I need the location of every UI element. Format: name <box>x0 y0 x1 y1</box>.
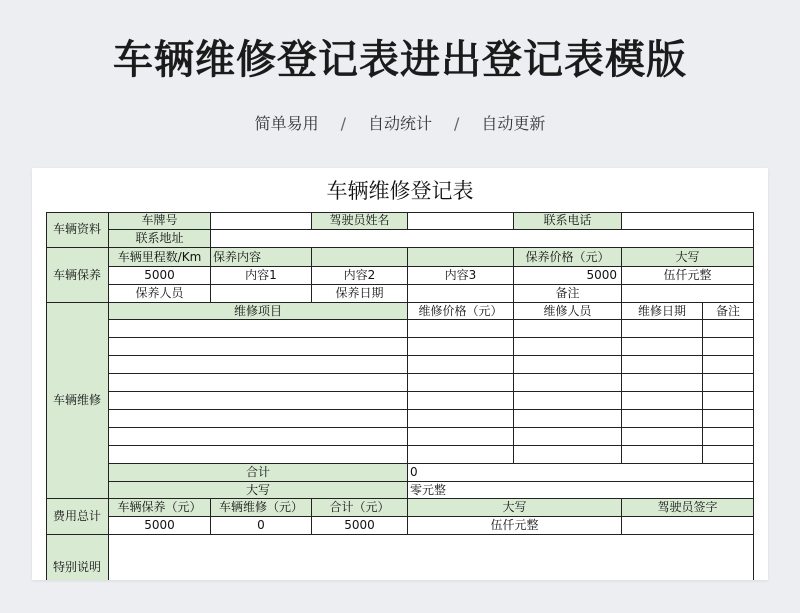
phone-value[interactable] <box>622 212 754 230</box>
cost-col-signature: 驾驶员签字 <box>622 499 754 517</box>
repair-uppercase-value: 零元整 <box>408 482 754 499</box>
repair-staff-cell[interactable] <box>514 320 622 338</box>
cost-uppercase-value: 伍仟元整 <box>408 517 622 535</box>
repair-price-cell[interactable] <box>408 410 514 428</box>
maintenance-staff-label: 保养人员 <box>109 285 211 303</box>
repair-col-item: 维修项目 <box>109 303 408 320</box>
address-label: 联系地址 <box>109 230 211 248</box>
repair-item-cell[interactable] <box>109 392 408 410</box>
repair-item-cell[interactable] <box>109 410 408 428</box>
repair-item-cell[interactable] <box>109 374 408 392</box>
repair-col-price: 维修价格（元） <box>408 303 514 320</box>
maintenance-date-label: 保养日期 <box>312 285 408 303</box>
repair-date-cell[interactable] <box>622 374 703 392</box>
repair-item-cell[interactable] <box>109 338 408 356</box>
repair-note-cell[interactable] <box>703 410 754 428</box>
repair-date-cell[interactable] <box>622 446 703 464</box>
separator: / <box>454 114 460 133</box>
repair-uppercase-label: 大写 <box>109 482 408 499</box>
form-sheet <box>32 168 768 580</box>
repair-note-cell[interactable] <box>703 374 754 392</box>
repair-date-cell[interactable] <box>622 356 703 374</box>
repair-item-cell[interactable] <box>109 428 408 446</box>
cost-repair-value: 0 <box>211 517 312 535</box>
driver-signature-value[interactable] <box>622 517 754 535</box>
feature-auto-update: 自动更新 <box>481 114 546 133</box>
plate-value[interactable] <box>211 212 312 230</box>
plate-label: 车牌号 <box>109 212 211 230</box>
repair-col-staff: 维修人员 <box>514 303 622 320</box>
driver-name-value[interactable] <box>408 212 514 230</box>
feature-easy: 简单易用 <box>254 114 319 133</box>
cost-col-total: 合计（元） <box>312 499 408 517</box>
repair-staff-cell[interactable] <box>514 392 622 410</box>
repair-price-cell[interactable] <box>408 428 514 446</box>
section-vehicle-info: 车辆资料 <box>46 212 109 248</box>
repair-staff-cell[interactable] <box>514 356 622 374</box>
maintenance-staff-value[interactable] <box>211 285 312 303</box>
repair-item-cell[interactable] <box>109 446 408 464</box>
repair-price-cell[interactable] <box>408 446 514 464</box>
section-cost-total: 费用总计 <box>46 499 109 535</box>
cost-total-value: 5000 <box>312 517 408 535</box>
maintenance-price-label: 保养价格（元） <box>514 248 622 267</box>
repair-note-cell[interactable] <box>703 356 754 374</box>
repair-note-cell[interactable] <box>703 392 754 410</box>
mileage-label: 车辆里程数/Km <box>109 248 211 267</box>
section-maintenance: 车辆保养 <box>46 248 109 303</box>
cost-col-maintenance: 车辆保养（元） <box>109 499 211 517</box>
repair-note-cell[interactable] <box>703 428 754 446</box>
repair-staff-cell[interactable] <box>514 446 622 464</box>
maintenance-price-value[interactable]: 5000 <box>514 267 622 285</box>
maintenance-note-value[interactable] <box>622 285 754 303</box>
repair-price-cell[interactable] <box>408 338 514 356</box>
section-repair: 车辆维修 <box>46 303 109 499</box>
repair-staff-cell[interactable] <box>514 374 622 392</box>
repair-item-cell[interactable] <box>109 356 408 374</box>
maintenance-note-label: 备注 <box>514 285 622 303</box>
feature-line <box>0 112 800 136</box>
driver-name-label: 驾驶员姓名 <box>312 212 408 230</box>
repair-note-cell[interactable] <box>703 320 754 338</box>
repair-total-label: 合计 <box>109 464 408 482</box>
cost-maintenance-value: 5000 <box>109 517 211 535</box>
repair-price-cell[interactable] <box>408 374 514 392</box>
maintenance-content-header <box>408 248 514 267</box>
maintenance-uppercase-value: 伍仟元整 <box>622 267 754 285</box>
feature-auto-stats: 自动统计 <box>367 114 432 133</box>
mileage-value[interactable]: 5000 <box>109 267 211 285</box>
maintenance-content-2[interactable]: 内容2 <box>312 267 408 285</box>
separator: / <box>340 114 346 133</box>
repair-item-cell[interactable] <box>109 320 408 338</box>
maintenance-date-value[interactable] <box>408 285 514 303</box>
maintenance-uppercase-label: 大写 <box>622 248 754 267</box>
maintenance-content-1[interactable]: 内容1 <box>211 267 312 285</box>
repair-col-date: 维修日期 <box>622 303 703 320</box>
repair-col-note: 备注 <box>703 303 754 320</box>
repair-date-cell[interactable] <box>622 320 703 338</box>
address-value[interactable] <box>211 230 754 248</box>
maintenance-content-header <box>312 248 408 267</box>
repair-total-value: 0 <box>408 464 754 482</box>
repair-staff-cell[interactable] <box>514 410 622 428</box>
special-notes-value[interactable] <box>109 535 754 580</box>
sheet-title: 车辆维修登记表 <box>326 179 474 203</box>
page-title: 车辆维修登记表进出登记表模版 <box>113 37 687 83</box>
section-special: 特别说明 <box>46 535 109 580</box>
cost-col-repair: 车辆维修（元） <box>211 499 312 517</box>
maintenance-content-label: 保养内容 <box>211 248 312 267</box>
repair-price-cell[interactable] <box>408 320 514 338</box>
repair-date-cell[interactable] <box>622 338 703 356</box>
repair-date-cell[interactable] <box>622 392 703 410</box>
repair-price-cell[interactable] <box>408 356 514 374</box>
maintenance-content-3[interactable]: 内容3 <box>408 267 514 285</box>
cost-col-uppercase: 大写 <box>408 499 622 517</box>
repair-price-cell[interactable] <box>408 392 514 410</box>
repair-date-cell[interactable] <box>622 410 703 428</box>
repair-note-cell[interactable] <box>703 338 754 356</box>
repair-date-cell[interactable] <box>622 428 703 446</box>
repair-staff-cell[interactable] <box>514 338 622 356</box>
repair-note-cell[interactable] <box>703 446 754 464</box>
phone-label: 联系电话 <box>514 212 622 230</box>
repair-staff-cell[interactable] <box>514 428 622 446</box>
